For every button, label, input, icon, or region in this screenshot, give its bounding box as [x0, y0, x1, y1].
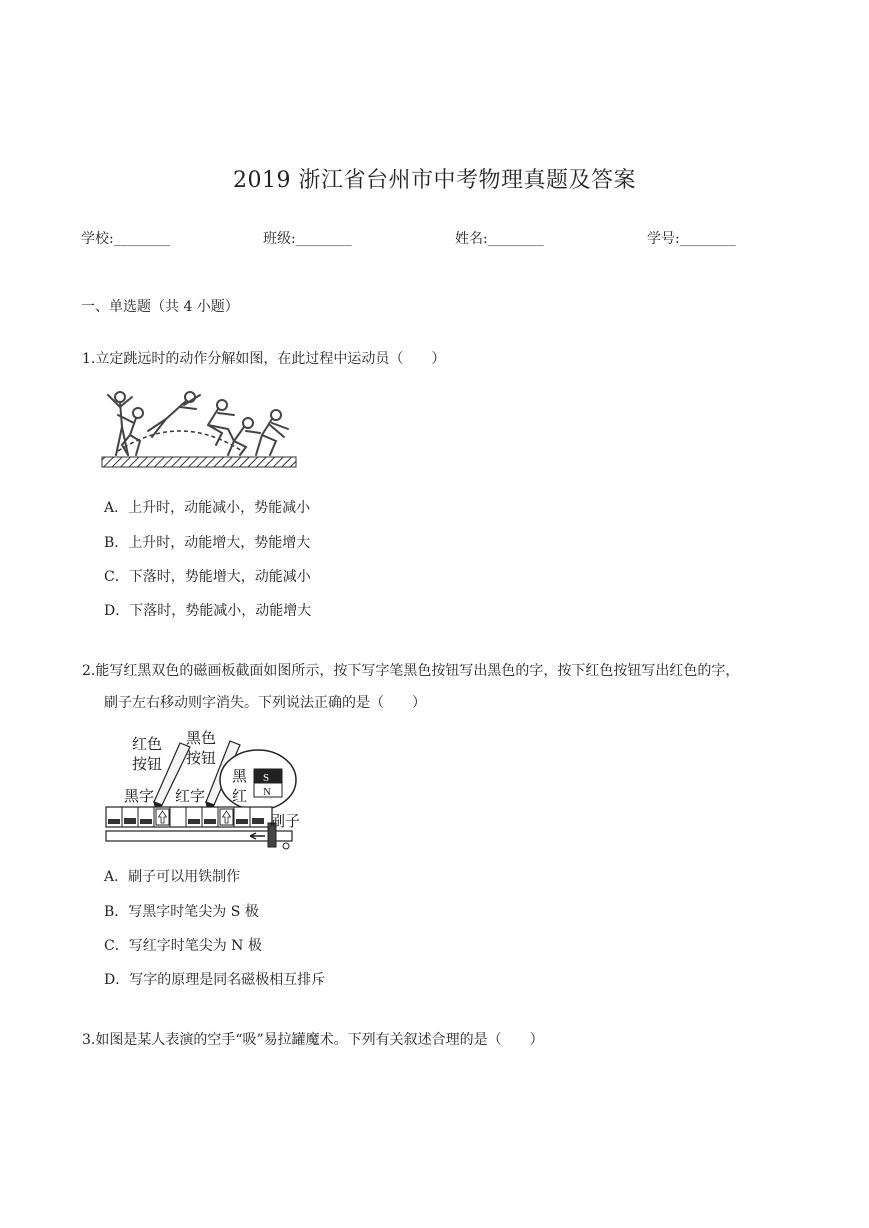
info-name	[455, 228, 544, 248]
athlete-pose-4	[208, 400, 234, 445]
info-blank: ________	[113, 231, 170, 247]
question-2-option-d: D．写字的原理是同名磁极相互排斥	[104, 972, 326, 988]
question-2-stem-line1: 2.能写红黑双色的磁画板截面如图所示，按下写字笔黑色按钮写出黑色的字，按下红色按钮写出红色的字，	[82, 663, 740, 679]
document-title: 2019 浙江省台州市中考物理真题及答案	[233, 168, 636, 193]
label-red-button-1: 红色	[132, 735, 163, 753]
question-2-option-a: A．刷子可以用铁制作	[104, 869, 241, 885]
question-2-option-b: B．写黑字时笔尖为 S 极	[104, 904, 259, 920]
info-label: 学校:	[81, 231, 114, 247]
label-black-text: 黑字	[124, 787, 155, 805]
info-class	[263, 228, 352, 248]
info-school	[81, 228, 170, 248]
jump-trajectory	[118, 431, 242, 451]
label-black-button-1: 黑色	[186, 729, 217, 747]
label-brush: 刷子	[270, 812, 301, 830]
info-label: 班级:	[263, 231, 296, 247]
label-red-text: 红字	[175, 787, 206, 805]
question-1-option-c: C．下落时，势能增大，动能减小	[104, 569, 311, 585]
long-jump-figure	[100, 385, 298, 471]
info-label: 姓名:	[455, 231, 488, 247]
question-1-option-a: A．上升时，动能减小，势能减小	[104, 500, 311, 516]
question-2-option-c: C．写红字时笔尖为 N 极	[104, 938, 262, 954]
question-2-stem-line2: 刷子左右移动则字消失。下列说法正确的是（ ）	[104, 695, 426, 711]
label-red-button-2: 按钮	[132, 755, 163, 773]
ground-hatch	[102, 457, 296, 467]
info-student-id	[647, 228, 736, 248]
info-blank: ________	[679, 231, 736, 247]
question-1-option-d: D．下落时，势能减小，动能增大	[104, 603, 312, 619]
label-s-pole: S	[263, 772, 270, 784]
question-1-option-b: B．上升时，动能增大，势能增大	[104, 535, 311, 551]
rail-knob	[283, 843, 289, 849]
question-3-stem: 3.如图是某人表演的空手“吸”易拉罐魔术。下列有关叙述合理的是（ ）	[82, 1032, 544, 1048]
label-red: 红	[232, 787, 248, 805]
section-heading: 一、单选题（共 4 小题）	[81, 299, 239, 315]
athlete-pose-1	[108, 392, 132, 455]
info-blank: ________	[487, 231, 544, 247]
label-black: 黑	[232, 767, 248, 785]
label-n-pole: N	[263, 786, 271, 798]
question-1-stem: 1.立定跳远时的动作分解如图，在此过程中运动员（ ）	[82, 351, 446, 367]
info-blank: ________	[295, 231, 352, 247]
label-black-button-2: 按钮	[186, 749, 217, 767]
magnetic-board-figure	[100, 725, 305, 852]
athlete-pose-3	[148, 392, 200, 437]
info-label: 学号:	[647, 231, 680, 247]
